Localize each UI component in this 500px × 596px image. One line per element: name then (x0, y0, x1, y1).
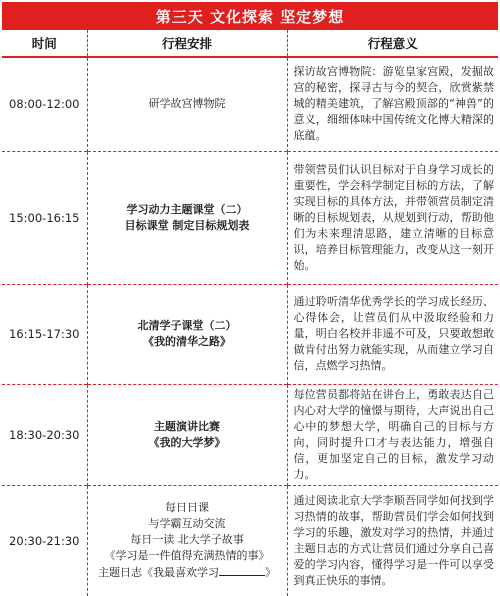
table-row (2, 57, 498, 151)
activity-line: 学习动力主题课堂（二） (126, 202, 248, 216)
fill-in-blank (219, 564, 265, 576)
activity-line: 《我的大学梦》 (148, 435, 226, 449)
table-row (2, 151, 498, 284)
activity-cell (87, 284, 287, 384)
meaning-cell (287, 151, 498, 284)
meaning-text: 通过聆听清华优秀学长的学习成长经历、心得体会，让营员们从中汲取经验和力量，明白名校并非遥不可及，只要敢想敢做肯付出努力就能实现，从而建立学习自信，点燃学习热情。 (293, 295, 494, 372)
meaning-cell (287, 284, 498, 384)
meaning-text: 每位营员都将站在讲台上，勇敢表达自己内心对大学的憧憬与期待，大声说出自己心中的梦想大学，明确自己的目标与方向，同时提升口才与表达能力，增强自信，更加坚定自己的目标，激发学习动力。 (293, 387, 494, 481)
day-banner (2, 2, 498, 30)
activity-cell (87, 485, 287, 596)
meaning-cell (287, 384, 498, 485)
time-cell: 20:30-21:30 (2, 485, 87, 596)
journal-prefix: 主题日志《我最喜欢学习 (98, 566, 219, 580)
activity-line: 主题演讲比赛 (154, 419, 220, 433)
table-row (2, 284, 498, 384)
activity-line: 目标课堂 制定目标规划表 (124, 218, 250, 232)
activity-line: 研学故宫博物院 (148, 97, 226, 111)
meaning-cell (287, 57, 498, 151)
table-row (2, 384, 498, 485)
journal-suffix: 》 (265, 566, 276, 580)
schedule-table (2, 30, 498, 596)
activity-line: 《学习是一件值得充满热情的事》 (104, 549, 270, 563)
activity-line: 北清学子课堂（二） (137, 319, 237, 332)
header-row (2, 30, 498, 57)
activity-cell (87, 384, 287, 485)
activity-cell (87, 57, 287, 151)
meaning-cell (287, 485, 498, 596)
meaning-text: 带领营员们认识目标对于自身学习成长的重要性，学会科学制定目标的方法，了解实现目标的具体方法，并带领营员制定清晰的目标规划表，从规划到行动，帮助他们为未来理清思路，建立清晰的目标意识，培养目标管理能力，改变从这一刻开始。 (293, 162, 494, 272)
table-row (2, 485, 498, 596)
activity-line: 与学霸互动交流 (148, 517, 226, 531)
activity-line: 每日一读 北大学子故事 (130, 533, 244, 547)
time-cell: 16:15-17:30 (2, 284, 87, 384)
activity-cell (87, 151, 287, 284)
schedule-sheet (2, 2, 498, 596)
activity-line (88, 564, 287, 581)
time-cell: 18:30-20:30 (2, 384, 87, 485)
header-activity: 行程安排 (87, 30, 287, 57)
header-time: 时间 (2, 30, 87, 57)
day-title: 第三天 文化探索 坚定梦想 (155, 7, 345, 26)
activity-line: 《我的清华之路》 (143, 335, 231, 348)
activity-line: 每日日课 (165, 501, 209, 515)
header-meaning: 行程意义 (287, 30, 498, 57)
meaning-text: 通过阅读北京大学李顺吾同学如何找到学习热情的故事，帮助营员们学会如何找到学习的乐趣，激发对学习的热情，并通过主题日志的方式让营员们通过分享自己喜爱的学习内容，懂得学习是一件可以享受到真正快乐的事情。 (293, 493, 494, 587)
meaning-text: 探访故宫博物院：游览皇家宫殿，发掘故宫的秘密，探寻古与今的契合，欣赏紫禁城的精美建筑，了解宫殿顶部的“神兽”的意义，细细体味中国传统文化博大精深的底蕴。 (293, 65, 494, 143)
time-cell: 08:00-12:00 (9, 97, 80, 112)
time-cell: 15:00-16:15 (2, 151, 87, 284)
